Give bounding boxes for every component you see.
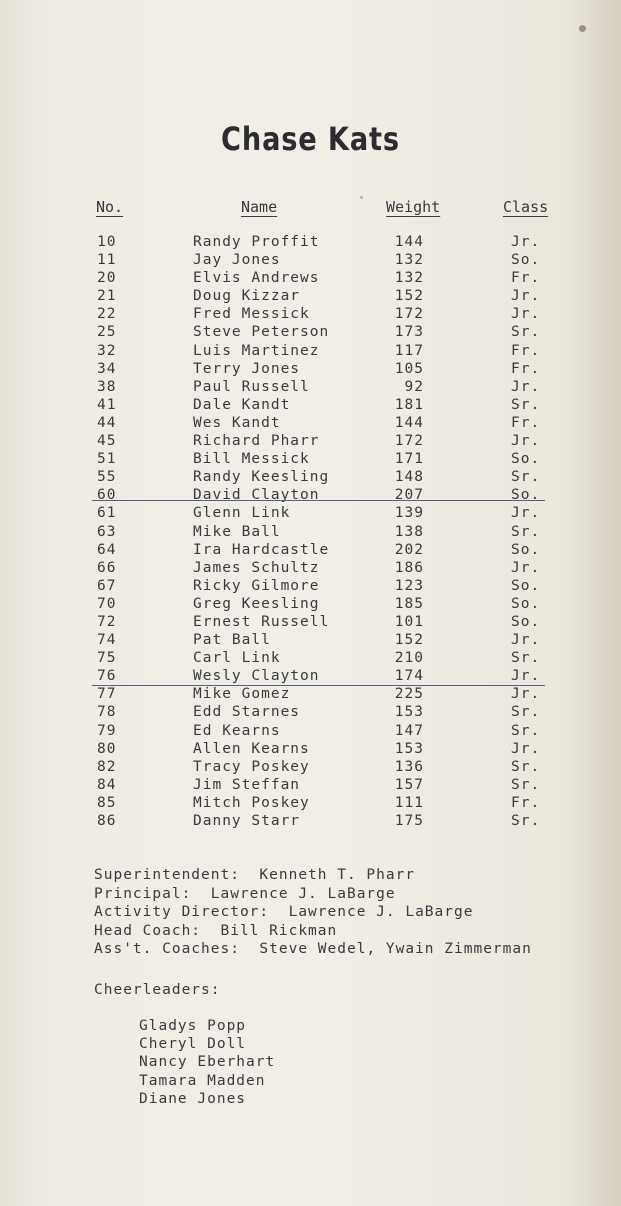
player-name: Ira Hardcastle bbox=[193, 541, 330, 558]
player-name: Allen Kearns bbox=[193, 740, 310, 757]
player-name: Randy Proffit bbox=[193, 234, 320, 250]
player-class: Jr. bbox=[511, 632, 541, 649]
player-number: 67 bbox=[97, 577, 117, 594]
player-name: Mike Gomez bbox=[193, 686, 291, 703]
player-number: 85 bbox=[97, 794, 117, 811]
cheerleader-name: Diane Jones bbox=[139, 1090, 247, 1107]
player-class: So. bbox=[511, 613, 541, 630]
player-weight: 117 bbox=[394, 342, 424, 359]
player-number: 21 bbox=[97, 288, 117, 305]
player-class: So. bbox=[511, 595, 541, 612]
player-class: Sr. bbox=[511, 469, 541, 486]
player-class: Jr. bbox=[511, 288, 541, 305]
cheerleaders-list bbox=[139, 1017, 275, 1108]
player-weight: 185 bbox=[394, 595, 424, 612]
player-number: 64 bbox=[97, 541, 117, 558]
roster-row bbox=[0, 397, 621, 415]
roster-row bbox=[0, 723, 621, 741]
player-class: Sr. bbox=[511, 650, 541, 667]
player-number: 77 bbox=[97, 686, 117, 703]
player-name: Doug Kizzar bbox=[193, 288, 301, 305]
player-name: Jay Jones bbox=[193, 252, 281, 269]
player-number: 20 bbox=[97, 270, 117, 287]
roster-row bbox=[0, 795, 621, 813]
player-name: Dale Kandt bbox=[193, 396, 291, 413]
player-number: 74 bbox=[97, 632, 117, 649]
player-name: Tracy Poskey bbox=[193, 758, 310, 775]
player-weight: 157 bbox=[394, 776, 424, 793]
player-weight: 202 bbox=[394, 541, 424, 558]
player-number: 51 bbox=[97, 451, 117, 468]
player-class: Sr. bbox=[511, 523, 541, 540]
player-class: Jr. bbox=[511, 505, 541, 522]
player-name: Ricky Gilmore bbox=[193, 577, 320, 594]
player-name: Elvis Andrews bbox=[193, 270, 320, 287]
cheerleaders-label: Cheerleaders: bbox=[94, 982, 221, 998]
roster-row bbox=[0, 379, 621, 397]
player-name: James Schultz bbox=[193, 559, 320, 576]
player-class: Jr. bbox=[511, 433, 541, 450]
staff-line: Head Coach: Bill Rickman bbox=[94, 922, 338, 939]
player-number: 72 bbox=[97, 613, 117, 630]
player-weight: 111 bbox=[394, 794, 424, 811]
player-name: Luis Martinez bbox=[193, 342, 320, 359]
player-number: 38 bbox=[97, 378, 117, 395]
player-class: Jr. bbox=[511, 668, 541, 685]
cheerleader-name: Tamara Madden bbox=[139, 1072, 266, 1089]
roster-row bbox=[0, 650, 621, 668]
player-name: Wesly Clayton bbox=[193, 668, 320, 685]
roster-table bbox=[0, 234, 621, 831]
player-number: 41 bbox=[97, 396, 117, 413]
player-name: Pat Ball bbox=[193, 632, 271, 649]
roster-row bbox=[0, 288, 621, 306]
player-class: Sr. bbox=[511, 396, 541, 413]
player-name: Mitch Poskey bbox=[193, 794, 310, 811]
roster-row bbox=[0, 306, 621, 324]
roster-row bbox=[0, 578, 621, 596]
roster-row bbox=[0, 741, 621, 759]
player-weight: 152 bbox=[394, 632, 424, 649]
player-class: Jr. bbox=[511, 306, 541, 323]
staff-line: Ass't. Coaches: Steve Wedel, Ywain Zimmerman bbox=[94, 941, 532, 958]
player-class: Jr. bbox=[511, 686, 541, 703]
player-name: Greg Keesling bbox=[193, 595, 320, 612]
roster-row bbox=[0, 505, 621, 523]
player-class: So. bbox=[511, 252, 541, 269]
roster-row bbox=[0, 361, 621, 379]
header-weight: Weight bbox=[386, 198, 441, 216]
roster-row bbox=[0, 813, 621, 831]
cheerleader-name: Nancy Eberhart bbox=[139, 1054, 276, 1071]
player-weight: 123 bbox=[394, 577, 424, 594]
player-weight: 207 bbox=[394, 487, 424, 504]
stain-spot bbox=[360, 196, 363, 199]
player-class: Sr. bbox=[511, 722, 541, 739]
player-class: So. bbox=[511, 487, 541, 504]
cheerleader-name: Cheryl Doll bbox=[139, 1036, 247, 1053]
page-title: Chase Kats bbox=[221, 120, 400, 158]
player-class: Fr. bbox=[511, 270, 541, 287]
player-weight: 144 bbox=[394, 414, 424, 431]
player-number: 82 bbox=[97, 758, 117, 775]
player-number: 34 bbox=[97, 360, 117, 377]
player-weight: 152 bbox=[394, 288, 424, 305]
player-weight: 105 bbox=[394, 360, 424, 377]
player-class: Fr. bbox=[511, 360, 541, 377]
player-name: Bill Messick bbox=[193, 451, 310, 468]
player-weight: 174 bbox=[394, 668, 424, 685]
player-weight: 144 bbox=[394, 234, 424, 250]
player-class: Fr. bbox=[511, 794, 541, 811]
staff-list bbox=[94, 866, 532, 959]
player-number: 55 bbox=[97, 469, 117, 486]
staff-line: Activity Director: Lawrence J. LaBarge bbox=[94, 904, 474, 921]
roster-row bbox=[0, 596, 621, 614]
header-name: Name bbox=[241, 198, 278, 216]
player-class: So. bbox=[511, 541, 541, 558]
header-no: No. bbox=[96, 198, 124, 216]
player-weight: 92 bbox=[404, 378, 424, 395]
player-name: Mike Ball bbox=[193, 523, 281, 540]
roster-row bbox=[0, 632, 621, 650]
player-class: So. bbox=[511, 577, 541, 594]
player-name: Paul Russell bbox=[193, 378, 310, 395]
roster-row bbox=[0, 415, 621, 433]
roster-row bbox=[0, 270, 621, 288]
player-name: Ernest Russell bbox=[193, 613, 330, 630]
player-name: Jim Steffan bbox=[193, 776, 301, 793]
roster-row bbox=[0, 252, 621, 270]
player-weight: 225 bbox=[394, 686, 424, 703]
player-number: 76 bbox=[97, 668, 117, 685]
player-weight: 181 bbox=[394, 396, 424, 413]
roster-row bbox=[0, 324, 621, 342]
player-number: 63 bbox=[97, 523, 117, 540]
player-weight: 138 bbox=[394, 523, 424, 540]
roster-row bbox=[0, 542, 621, 560]
player-number: 61 bbox=[97, 505, 117, 522]
roster-row bbox=[0, 451, 621, 469]
player-name: Edd Starnes bbox=[193, 704, 301, 721]
player-class: Sr. bbox=[511, 776, 541, 793]
staff-line: Superintendent: Kenneth T. Pharr bbox=[94, 867, 416, 883]
player-class: Jr. bbox=[511, 378, 541, 395]
player-name: Glenn Link bbox=[193, 505, 291, 522]
player-weight: 132 bbox=[394, 252, 424, 269]
player-number: 79 bbox=[97, 722, 117, 739]
pen-line-after-clayton bbox=[92, 500, 545, 501]
player-number: 84 bbox=[97, 776, 117, 793]
stain-spot bbox=[579, 25, 586, 32]
player-class: Sr. bbox=[511, 324, 541, 341]
player-number: 78 bbox=[97, 704, 117, 721]
player-weight: 173 bbox=[394, 324, 424, 341]
player-name: Fred Messick bbox=[193, 306, 310, 323]
player-number: 66 bbox=[97, 559, 117, 576]
player-number: 45 bbox=[97, 433, 117, 450]
player-name: Wes Kandt bbox=[193, 414, 281, 431]
header-class: Class bbox=[503, 198, 549, 216]
roster-row bbox=[0, 686, 621, 704]
player-weight: 186 bbox=[394, 559, 424, 576]
player-number: 44 bbox=[97, 414, 117, 431]
player-weight: 172 bbox=[394, 433, 424, 450]
player-class: Jr. bbox=[511, 559, 541, 576]
player-weight: 172 bbox=[394, 306, 424, 323]
staff-line: Principal: Lawrence J. LaBarge bbox=[94, 885, 396, 902]
player-class: Jr. bbox=[511, 740, 541, 757]
cheerleader-name: Gladys Popp bbox=[139, 1018, 247, 1034]
player-number: 22 bbox=[97, 306, 117, 323]
player-class: So. bbox=[511, 451, 541, 468]
player-weight: 148 bbox=[394, 469, 424, 486]
player-weight: 136 bbox=[394, 758, 424, 775]
player-class: Sr. bbox=[511, 704, 541, 721]
roster-row bbox=[0, 433, 621, 451]
roster-row bbox=[0, 704, 621, 722]
player-weight: 147 bbox=[394, 722, 424, 739]
player-weight: 101 bbox=[394, 613, 424, 630]
player-name: Steve Peterson bbox=[193, 324, 330, 341]
player-class: Fr. bbox=[511, 342, 541, 359]
player-number: 86 bbox=[97, 813, 117, 829]
player-number: 32 bbox=[97, 342, 117, 359]
player-name: Carl Link bbox=[193, 650, 281, 667]
player-name: Richard Pharr bbox=[193, 433, 320, 450]
player-weight: 153 bbox=[394, 740, 424, 757]
roster-row bbox=[0, 343, 621, 361]
roster-row bbox=[0, 469, 621, 487]
player-name: Terry Jones bbox=[193, 360, 301, 377]
player-number: 25 bbox=[97, 324, 117, 341]
player-class: Fr. bbox=[511, 414, 541, 431]
player-weight: 210 bbox=[394, 650, 424, 667]
roster-row bbox=[0, 759, 621, 777]
roster-row bbox=[0, 668, 621, 686]
player-name: Danny Starr bbox=[193, 813, 301, 829]
player-name: David Clayton bbox=[193, 487, 320, 504]
player-class: Sr. bbox=[511, 758, 541, 775]
roster-row bbox=[0, 614, 621, 632]
roster-row bbox=[0, 234, 621, 252]
player-weight: 175 bbox=[394, 813, 424, 829]
player-number: 10 bbox=[97, 234, 117, 250]
roster-row bbox=[0, 524, 621, 542]
roster-row bbox=[0, 487, 621, 505]
player-weight: 171 bbox=[394, 451, 424, 468]
player-name: Randy Keesling bbox=[193, 469, 330, 486]
roster-row bbox=[0, 560, 621, 578]
player-weight: 139 bbox=[394, 505, 424, 522]
player-weight: 153 bbox=[394, 704, 424, 721]
player-number: 75 bbox=[97, 650, 117, 667]
pen-line-after-wesly-clayton bbox=[92, 685, 545, 686]
player-number: 60 bbox=[97, 487, 117, 504]
player-name: Ed Kearns bbox=[193, 722, 281, 739]
roster-row bbox=[0, 777, 621, 795]
player-class: Sr. bbox=[511, 813, 541, 829]
player-number: 70 bbox=[97, 595, 117, 612]
player-class: Jr. bbox=[511, 234, 541, 250]
player-number: 80 bbox=[97, 740, 117, 757]
player-weight: 132 bbox=[394, 270, 424, 287]
player-number: 11 bbox=[97, 252, 117, 269]
